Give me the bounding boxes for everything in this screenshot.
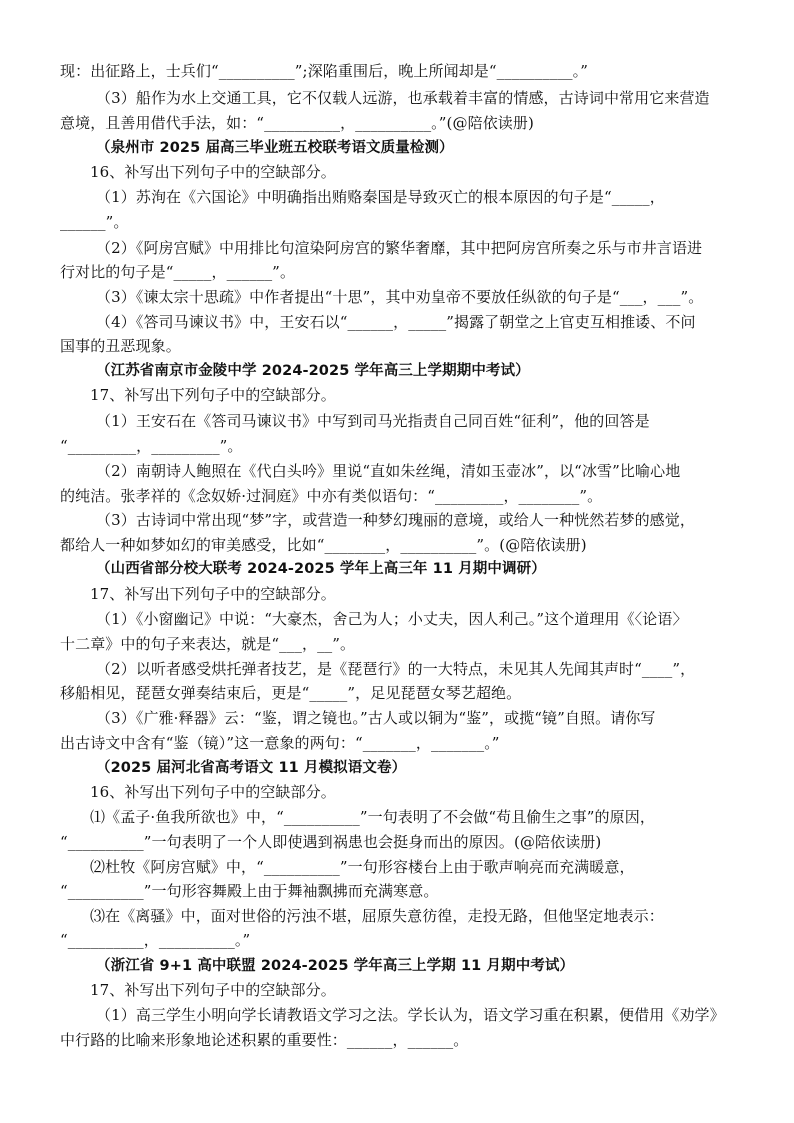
section-heading: （2025 届河北省高考语文 11 月模拟语文卷） (96, 760, 407, 776)
text-line: “_________，_________”。 (60, 437, 243, 455)
text-line: 十二章》中的句子来表达，就是“___，__”。 (60, 635, 356, 653)
text-line: （1）高三学生小明向学长请教语文学习之法。学长认为，语文学习重在积累，便借用《劝学》 (96, 1006, 725, 1024)
text-line: （3）《广雅·释器》云：“鉴，谓之镜也。”古人或以铜为“鉴”，或揽“镜”自照。请你写 (96, 709, 656, 727)
question-title: 16、补写出下列句子中的空缺部分。 (90, 783, 336, 801)
section-heading: （江苏省南京市金陵中学 2024-2025 学年高三上学期期中考试） (96, 363, 530, 379)
text-line: 国事的丑恶现象。 (60, 337, 181, 355)
text-line: 的纯洁。张孝祥的《念奴娇·过洞庭》中亦有类似语句：“_________，________”。 (60, 487, 603, 505)
text-line: （2）《阿房宫赋》中用排比句渲染阿房宫的繁华奢靡，其中把阿房宫所奏之乐与市井言语进 (96, 239, 703, 257)
text-line: ⑴《孟子·鱼我所欲也》中，“__________”一句表明了不会做“苟且偷生之事”的原因， (90, 808, 655, 826)
question-title: 17、补写出下列句子中的空缺部分。 (90, 981, 336, 999)
text-line: ⑶在《离骚》中，面对世俗的污浊不堪，屈原失意彷徨，走投无路，但他坚定地表示： (90, 907, 664, 925)
text-line: “__________”一句形容舞殿上由于舞袖飘拂而充满寒意。 (60, 882, 439, 900)
text-line: （3）古诗词中常出现“梦”字，或营造一种梦幻瑰丽的意境，或给人一种恍然若梦的感觉， (96, 511, 695, 529)
text-line: （3）《谏太宗十思疏》中作者提出“十思”，其中劝皇帝不要放任纵欲的句子是“___，___”。 (96, 288, 704, 306)
text-line: 行对比的句子是“_____，______”。 (60, 263, 296, 281)
text-line: （4）《答司马谏议书》中，王安石以“______，_____”揭露了朝堂之上官吏互相推诿、不问 (96, 313, 696, 331)
section-heading: （山西省部分校大联考 2024-2025 学年上高三年 11 月期中调研） (96, 561, 546, 577)
text-line: （1）苏洵在《六国论》中明确指出贿赂秦国是导致灭亡的根本原因的句子是“_____， (96, 188, 665, 206)
text-line: （1）《小窗幽记》中说：“大豪杰，舍己为人；小丈夫，因人利己。”这个道理用《〈论语〉 (96, 610, 688, 628)
section-heading: （浙江省 9+1 高中联盟 2024-2025 学年高三上学期 11 月期中考试） (96, 958, 575, 974)
text-line: 移船相见，琵琶女弹奏结束后，更是“_____”，足见琵琶女琴艺超绝。 (60, 684, 522, 702)
text-line: （2）以听者感受烘托弹者技艺，是《琵琶行》的一大特点，未见其人先闻其声时“____”， (96, 660, 696, 678)
text-line: “__________，__________。” (60, 931, 251, 949)
text-line: 现：出征路上，士兵们“__________”;深陷重围后，晚上所闻却是“__________。” (60, 62, 589, 80)
text-line: ______”。 (60, 213, 129, 231)
text-line: 出古诗文中含有“鉴（镜）”这一意象的两句：“_______，_______。” (60, 734, 500, 752)
question-title: 17、补写出下列句子中的空缺部分。 (90, 585, 336, 603)
question-title: 16、补写出下列句子中的空缺部分。 (90, 163, 336, 181)
text-line: ⑵杜牧《阿房宫赋》中，“__________”一句形容楼台上由于歌声响亮而充满暖意， (90, 858, 635, 876)
text-line: 意境，且善用借代手法，如：“__________，__________。”(@陪依读册) (60, 114, 534, 132)
text-line: （3）船作为水上交通工具，它不仅载人远游，也承载着丰富的情感，古诗词中常用它来营造 (96, 89, 710, 107)
question-title: 17、补写出下列句子中的空缺部分。 (90, 386, 336, 404)
text-line: 都给人一种如梦如幻的审美感受，比如“________，__________”。(@陪依读册) (60, 536, 587, 554)
section-heading: （泉州市 2025 届高三毕业班五校联考语文质量检测） (96, 140, 454, 156)
text-line: 中行路的比喻来形象地论述积累的重要性：______，______。 (60, 1031, 469, 1049)
text-line: “__________”一句表明了一个人即使遇到祸患也会挺身而出的原因。(@陪依读册) (60, 833, 602, 851)
text-line: （1）王安石在《答司马谏议书》中写到司马光指责自己同百姓“征利”，他的回答是 (96, 412, 650, 430)
text-line: （2）南朝诗人鲍照在《代白头吟》里说“直如朱丝绳，清如玉壶冰”，以“冰雪”比喻心地 (96, 462, 681, 480)
